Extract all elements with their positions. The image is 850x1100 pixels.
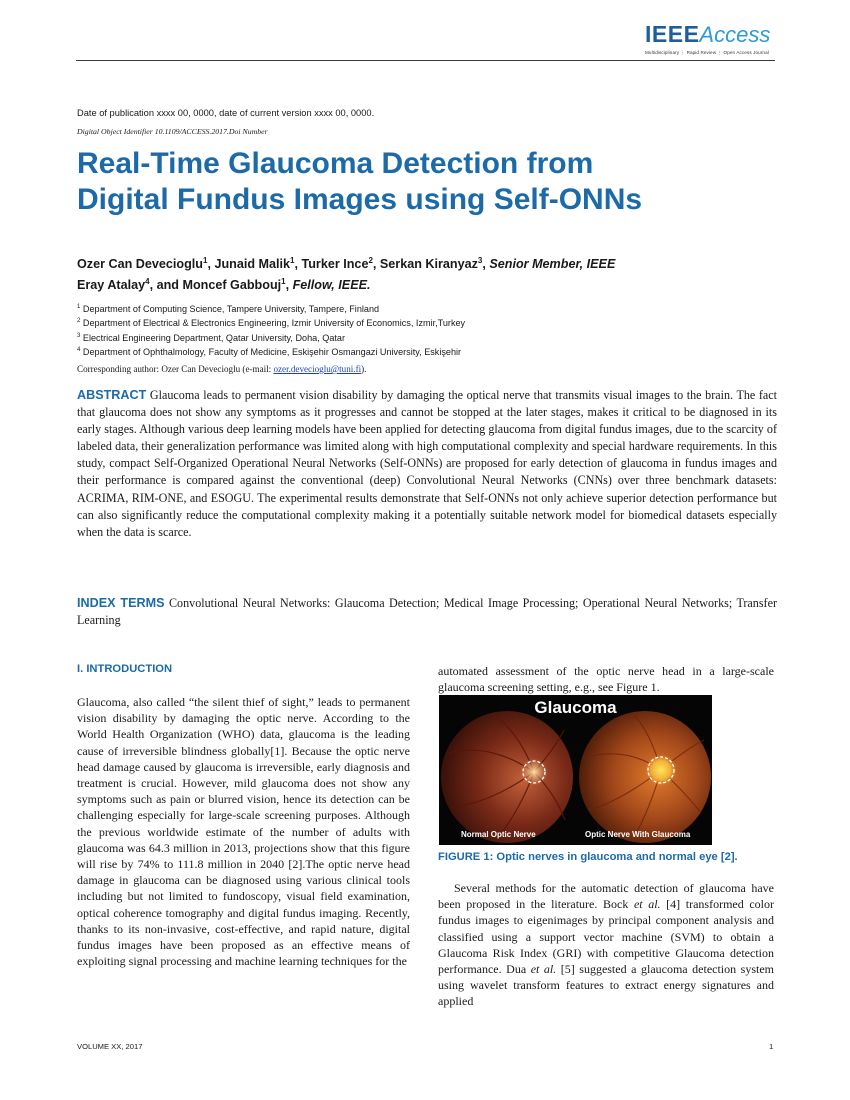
corresponding-author bbox=[77, 364, 366, 374]
paper-title bbox=[77, 146, 777, 218]
para2-text: Several methods for the automatic detection of glaucoma have been proposed in the literature. Bock bbox=[438, 881, 774, 912]
author-sup: 1 bbox=[202, 256, 208, 265]
logo-access-text: Access bbox=[699, 22, 771, 47]
author-sep: , bbox=[285, 278, 293, 293]
abstract bbox=[77, 387, 777, 541]
index-terms bbox=[77, 595, 777, 629]
para2-etal: et al. bbox=[530, 962, 557, 977]
logo-ieee-text: IEEE bbox=[645, 21, 700, 47]
author-list bbox=[77, 252, 777, 294]
author-sup: 1 bbox=[281, 277, 286, 287]
author-email-link[interactable]: ozer.devecioglu@tuni.fi bbox=[273, 364, 362, 374]
ieee-access-logo bbox=[645, 22, 780, 56]
footer-volume: VOLUME XX, 2017 bbox=[77, 1042, 143, 1051]
figure-1-image bbox=[439, 695, 712, 845]
figure-1-label-normal: Normal Optic Nerve bbox=[461, 830, 536, 839]
author-role: Senior Member, IEEE bbox=[489, 257, 616, 272]
affiliations bbox=[77, 301, 777, 359]
affiliation-text: Department of Ophthalmology, Faculty of Medicine, Eskişehir Osmangazi University, Eskişehir bbox=[82, 347, 462, 358]
affiliation-line bbox=[77, 301, 777, 315]
author-name: Eray Atalay bbox=[77, 278, 146, 293]
title-line-2: Digital Fundus Images using Self-ONNs bbox=[77, 183, 643, 216]
footer-page-number: 1 bbox=[769, 1042, 774, 1051]
index-terms-text: Convolutional Neural Networks: Glaucoma Detection; Medical Image Processing; Operational Neural Networks; Transfer Learning bbox=[77, 596, 777, 628]
publication-date: Date of publication xxxx 00, 0000, date of current version xxxx 00, 0000. bbox=[77, 108, 375, 118]
affiliation-num: 3 bbox=[77, 332, 81, 339]
index-terms-label: INDEX TERMS bbox=[77, 596, 165, 610]
optic-disc-right bbox=[645, 754, 677, 786]
affiliation-num: 1 bbox=[77, 304, 81, 310]
affiliation-text: Department of Electrical & Electronics Engineering, Izmir University of Economics, Izmir,Turkey bbox=[82, 318, 466, 329]
figure-1-label-glaucoma: Optic Nerve With Glaucoma bbox=[585, 830, 691, 839]
author-name: Ozer Can Devecioglu bbox=[77, 257, 203, 272]
intro-paragraph-2 bbox=[438, 880, 774, 1010]
header-divider bbox=[76, 60, 775, 61]
author-sep: , and bbox=[149, 278, 183, 293]
abstract-text: Glaucoma leads to permanent vision disability by damaging the optical nerve that transmits visual images to the brain. The fact that glaucoma does not show any symptoms as it progresses and cannot be stopped at the later stages, makes it critical to be diagnosed in its early stages. Although various deep learning models have been applied for detecting glaucoma from digital fundus images, due to the scarcity of labeled data, their generalization performance was limited along with high computational complexity and special hardware requirements. In this study, compact Self-Organized Operational Neural Networks (Self-ONNs) are proposed for early detection of glaucoma in fundus images and their performance is compared against the conventional (deep) Convolutional Neural Networks (CNNs) over three benchmark datasets: ACRIMA, RIM-ONE, and ESOGU. The experimental results demonstrate that Self-ONNs not only achieve superior detection performance but can also significantly reduce the computational complexity making it a potentially suitable network model for biomedical datasets especially when the data is scarce. bbox=[77, 388, 777, 539]
para2-text: [5] suggested a glaucoma detection system using wavelet transform features to extract energy signatures and applied bbox=[438, 962, 775, 1009]
author-name: Serkan Kiranyaz bbox=[379, 257, 478, 272]
affiliation-num: 2 bbox=[77, 318, 81, 325]
author-name: Junaid Malik bbox=[214, 257, 291, 272]
author-sep: , bbox=[372, 257, 380, 272]
author-role: Fellow, IEEE. bbox=[292, 278, 371, 293]
intro-paragraph-1: Glaucoma, also called “the silent thief of sight,” leads to permanent vision disability by damaging the optic nerve. According to the World Health Organization (WHO) data, glaucoma is the leading cause of irreversible blindness globally[1]. Because the optic nerve head damage caused by glaucoma is irreversible, early diagnosis and treatment is crucial. However, mild glaucoma does not show any symptoms such as pain or blurred vision, hence its detection can be challenging especially for large-scale screening purposes. Although the previous worldwide estimate of the number of adults with glaucoma was 64.3 million in 2013, projections show that this figure will rise by 74% to 111.8 million in 2040 [2].The optic nerve head damage in glaucoma can be diagnosed using various clinical tools including but not limited to fundoscopy, visual field examination, optical coherence tomography and digital fundus imaging. Recently, thanks to its non-invasive, cost-effective, and rapid nature, digital fundus images have been proposed as an effective means of exploiting signal processing and machine learning techniques for the bbox=[77, 695, 410, 969]
affiliation-line bbox=[77, 330, 777, 344]
author-sep: , bbox=[294, 257, 302, 272]
abstract-label: ABSTRACT bbox=[77, 388, 147, 402]
optic-disc-left bbox=[520, 758, 548, 786]
author-name: Moncef Gabbouj bbox=[182, 278, 282, 293]
author-sup: 4 bbox=[145, 277, 150, 287]
affiliation-num: 4 bbox=[77, 347, 81, 354]
author-sup: 2 bbox=[368, 256, 373, 265]
affiliation-line bbox=[77, 344, 777, 358]
corresponding-prefix: Corresponding author: Ozer Can Devecioglu (e-mail: bbox=[77, 364, 274, 374]
title-line-1: Real-Time Glaucoma Detection from bbox=[77, 147, 594, 180]
author-sep: , bbox=[207, 257, 215, 272]
intro-paragraph-continuation: automated assessment of the optic nerve head in a large-scale glaucoma screening setting, e.g., see Figure 1. bbox=[438, 664, 774, 695]
affiliation-text: Department of Computing Science, Tampere University, Tampere, Finland bbox=[82, 304, 380, 315]
author-sup: 1 bbox=[290, 256, 295, 265]
doi-line: Digital Object Identifier 10.1109/ACCESS.2017.Doi Number bbox=[77, 127, 268, 136]
glaucoma-fundus bbox=[579, 711, 711, 843]
corresponding-suffix: ). bbox=[361, 364, 367, 374]
figure-1-title: Glaucoma bbox=[534, 698, 617, 717]
section-heading-introduction: I. INTRODUCTION bbox=[77, 663, 173, 675]
author-name: Turker Ince bbox=[301, 257, 369, 272]
affiliation-text: Electrical Engineering Department, Qatar University, Doha, Qatar bbox=[82, 332, 346, 343]
para2-text: [4] transformed color fundus images to eigenimages by principal component analysis and classified using a support vector machine (SVM) to obtain a Glaucoma Risk Index (GRI) with competitive Glaucoma detection performance. Dua bbox=[438, 897, 774, 977]
affiliation-line bbox=[77, 315, 777, 329]
author-sep: , bbox=[482, 257, 490, 272]
author-sup: 3 bbox=[477, 256, 483, 265]
normal-fundus bbox=[441, 711, 573, 843]
figure-1-caption: FIGURE 1: Optic nerves in glaucoma and normal eye [2]. bbox=[438, 851, 738, 863]
logo-tagline: Multidisciplinary ⋮ Rapid Review ⋮ Open Access Journal bbox=[645, 50, 769, 55]
para2-etal: et al. bbox=[633, 897, 661, 912]
